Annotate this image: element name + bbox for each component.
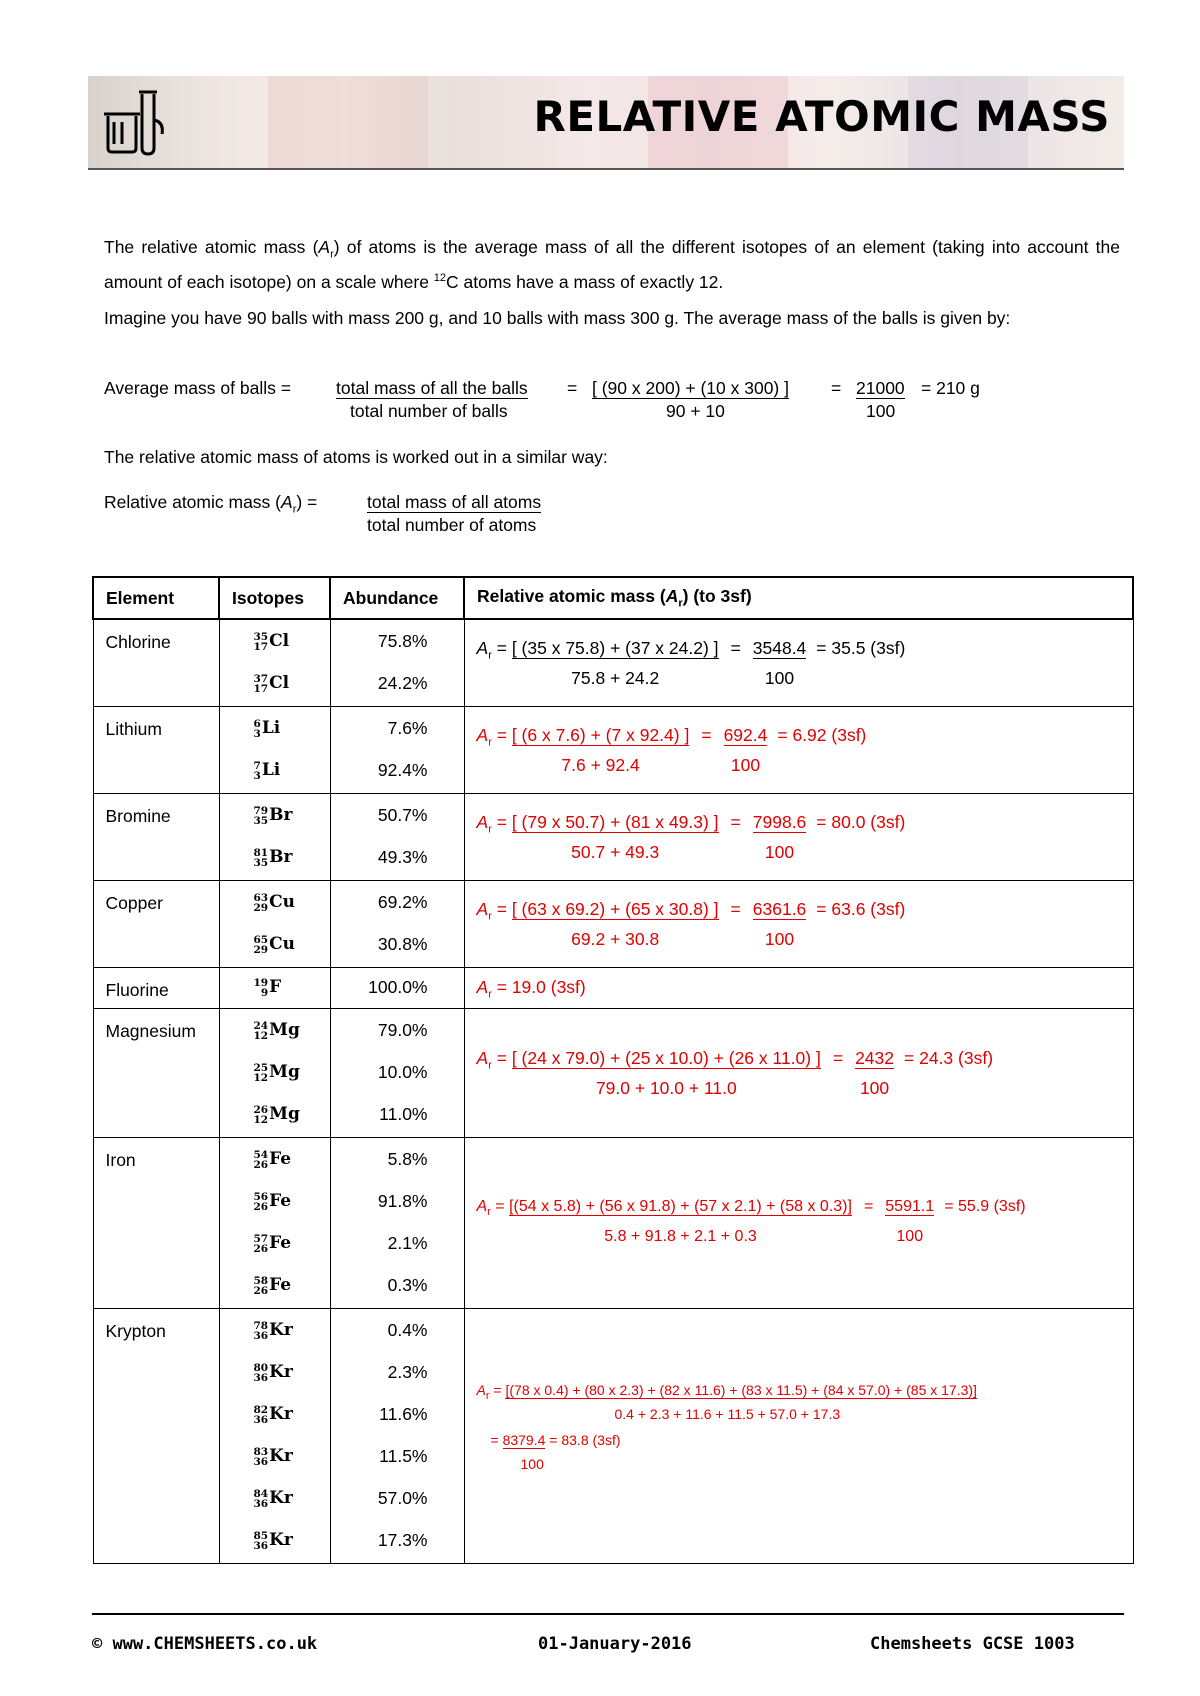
calc-total: 5591.1 — [885, 1198, 935, 1215]
atomic-number: 36 — [253, 1455, 269, 1468]
calc-result: = 35.5 (3sf) — [816, 638, 906, 658]
mass-number: 78 — [253, 1319, 269, 1332]
calc-result: = 80.0 (3sf) — [816, 812, 906, 832]
ar-subscript: r — [488, 736, 492, 749]
element-symbol: Li — [261, 718, 281, 738]
abundance-value: 79.0% — [377, 1020, 428, 1040]
table-row — [93, 1138, 1133, 1309]
atomic-number: 36 — [253, 1371, 269, 1384]
mass-number: 83 — [253, 1445, 269, 1458]
footer-code: Chemsheets GCSE 1003 — [870, 1634, 1075, 1654]
calc-text: = — [496, 899, 512, 919]
isotope-symbol — [220, 794, 330, 836]
isotope-symbol — [220, 749, 330, 791]
header-isotopes: Isotopes — [219, 577, 330, 619]
footer-divider — [92, 1613, 1124, 1615]
intro-paragraph: The relative atomic mass $(A_r)$ of atoms is the average mass of all the different isotopes of an element (taking into account the amount of each isotope) on a scale where $^{12}$C atoms have a mass of exactly 12. — [104, 237, 1120, 292]
atomic-number: 36 — [253, 1497, 269, 1510]
element-symbol: Mg — [269, 1104, 300, 1124]
mass-number: 24 — [253, 1019, 269, 1032]
calc-total: 6361.6 — [752, 899, 807, 919]
element-symbol: Kr — [269, 1404, 293, 1424]
calculation-cell — [464, 881, 1133, 968]
calc-denominator: 79.0 + 10.0 + 11.0 — [595, 1078, 737, 1098]
mass-number: 37 — [253, 672, 269, 685]
element-symbol: Kr — [269, 1362, 293, 1382]
abundance-value: 50.7% — [377, 805, 428, 825]
isotope-symbol — [220, 1051, 330, 1093]
element-name: Bromine — [93, 794, 219, 881]
similar-way-paragraph: The relative atomic mass of atoms is worked out in a similar way: — [104, 447, 608, 467]
ar-subscript: r — [488, 649, 492, 662]
calc-text: = — [496, 638, 512, 658]
abundance-cell — [330, 1138, 464, 1309]
calc-text: = — [701, 725, 712, 745]
table-row — [93, 968, 1133, 1009]
calc-numerator: [ (35 x 75.8) + (37 x 24.2) ] — [511, 638, 719, 658]
isotopes-cell — [219, 881, 330, 968]
header-banner — [88, 76, 1124, 170]
isotope-symbol — [220, 1519, 330, 1561]
abundance-cell — [330, 707, 464, 794]
atomic-number: 9 — [260, 986, 269, 999]
ar-subscript: r — [485, 1389, 490, 1402]
calculation-cell — [464, 968, 1133, 1009]
mass-number: 25 — [253, 1061, 269, 1074]
isotope-symbol — [220, 1264, 330, 1306]
element-symbol: Kr — [269, 1320, 293, 1340]
table-row — [93, 619, 1133, 707]
table-row — [93, 1309, 1133, 1564]
atomic-number: 26 — [253, 1200, 269, 1213]
atomic-number: 17 — [253, 682, 269, 695]
calc-total: 2432 — [855, 1048, 895, 1068]
ar-symbol: A — [476, 1382, 486, 1398]
abundance-cell — [330, 881, 464, 968]
isotopes-cell — [219, 619, 330, 707]
mass-number: 35 — [253, 630, 269, 643]
header-abundance: Abundance — [330, 577, 464, 619]
calc-numerator: [ (6 x 7.6) + (7 x 92.4) ] — [511, 725, 690, 745]
table-row — [93, 794, 1133, 881]
ar-symbol: A — [476, 812, 489, 832]
isotope-symbol — [220, 836, 330, 878]
element-symbol: Kr — [269, 1488, 293, 1508]
mass-number: 57 — [253, 1232, 269, 1245]
mass-number: 19 — [253, 976, 269, 989]
abundance-value: 11.5% — [379, 1446, 428, 1466]
atomic-number: 35 — [253, 814, 269, 827]
calc-denominator: 100 — [896, 1228, 924, 1245]
element-name: Iron — [93, 1138, 219, 1309]
calc-total: 7998.6 — [752, 812, 807, 832]
isotope-symbol — [220, 1093, 330, 1135]
abundance-value: 91.8% — [377, 1191, 428, 1211]
table-row — [93, 707, 1133, 794]
abundance-value: 57.0% — [377, 1488, 428, 1508]
calc-result: = 63.6 (3sf) — [816, 899, 906, 919]
ar-symbol: A — [476, 1048, 489, 1068]
atomic-number: 29 — [253, 901, 269, 914]
isotope-symbol — [220, 1009, 330, 1051]
header-element: Element — [93, 577, 219, 619]
atomic-number: 36 — [253, 1329, 269, 1342]
element-symbol: Fe — [269, 1191, 292, 1211]
calc-text: = — [832, 1048, 844, 1068]
isotope-symbol — [220, 968, 330, 1006]
element-symbol: Cu — [269, 892, 296, 912]
element-symbol: Cl — [269, 673, 290, 693]
calc-numerator: [(78 x 0.4) + (80 x 2.3) + (82 x 11.6) + (83 x 11.5) + (84 x 57.0) + (85 x 17.3)] — [505, 1382, 977, 1398]
calc-denominator: 100 — [520, 1456, 544, 1472]
atomic-number: 29 — [253, 943, 269, 956]
abundance-value: 0.4% — [387, 1320, 428, 1340]
abundance-value: 2.3% — [387, 1362, 428, 1382]
mass-number: 82 — [253, 1403, 269, 1416]
calc-denominator: 7.6 + 92.4 — [561, 755, 640, 775]
isotope-symbol — [220, 620, 330, 662]
abundance-cell — [330, 1009, 464, 1138]
ar-symbol: A — [476, 638, 489, 658]
element-symbol: Kr — [269, 1446, 293, 1466]
element-symbol: Fe — [269, 1233, 292, 1253]
atomic-number: 17 — [253, 640, 269, 653]
calc-text: = — [496, 1048, 512, 1068]
atomic-number: 12 — [253, 1113, 269, 1126]
ar-subscript: r — [488, 823, 492, 836]
element-symbol: Mg — [269, 1020, 300, 1040]
calc-total: 3548.4 — [752, 638, 807, 658]
atomic-number: 36 — [253, 1413, 269, 1426]
isotopes-cell — [219, 794, 330, 881]
isotopes-cell — [219, 1309, 330, 1564]
abundance-value: 11.6% — [379, 1404, 428, 1424]
ar-subscript: r — [488, 988, 492, 1001]
calc-text: = — [496, 725, 512, 745]
abundance-value: 49.3% — [377, 847, 428, 867]
atomic-number: 36 — [253, 1539, 269, 1552]
abundance-value: 11.0% — [379, 1104, 428, 1124]
isotope-symbol — [220, 881, 330, 923]
calc-text: = — [730, 638, 741, 658]
atomic-number: 3 — [253, 727, 261, 740]
mass-number: 79 — [253, 804, 269, 817]
calc-numerator: [ (79 x 50.7) + (81 x 49.3) ] — [511, 812, 719, 832]
calc-numerator: [ (24 x 79.0) + (25 x 10.0) + (26 x 11.0) ] — [511, 1048, 821, 1068]
ar-symbol: A — [476, 725, 489, 745]
calc-text: = — [730, 812, 741, 832]
mass-number: 54 — [253, 1148, 269, 1161]
ar-symbol: A — [476, 977, 489, 997]
isotope-symbol — [220, 1138, 330, 1180]
ar-symbol: A — [476, 1198, 488, 1215]
calc-result: = 83.8 (3sf) — [549, 1432, 621, 1448]
element-symbol: Cl — [269, 631, 290, 651]
mass-number: 63 — [253, 891, 269, 904]
abundance-value: 2.1% — [387, 1233, 428, 1253]
atomic-number: 26 — [253, 1284, 269, 1297]
calc-result: = 55.9 (3sf) — [944, 1198, 1026, 1215]
element-symbol: Kr — [269, 1530, 293, 1550]
isotopes-cell — [219, 707, 330, 794]
calc-numerator: [(54 x 5.8) + (56 x 91.8) + (57 x 2.1) + (58 x 0.3)] — [509, 1198, 852, 1215]
calculation-cell — [464, 1309, 1133, 1564]
calc-total: 8379.4 — [502, 1432, 546, 1448]
isotope-symbol — [220, 1477, 330, 1519]
element-name: Krypton — [93, 1309, 219, 1564]
abundance-value: 100.0% — [368, 977, 428, 997]
mass-number: 65 — [253, 933, 269, 946]
abundance-value: 17.3% — [377, 1530, 428, 1550]
table-row — [93, 881, 1133, 968]
footer-website: © www.CHEMSHEETS.co.uk — [92, 1634, 318, 1654]
abundance-cell — [330, 619, 464, 707]
atomic-number: 26 — [253, 1242, 269, 1255]
calc-result: = 24.3 (3sf) — [904, 1048, 994, 1068]
calc-denominator: 100 — [764, 842, 795, 862]
abundance-value: 7.6% — [387, 718, 428, 738]
element-name: Fluorine — [93, 968, 219, 1009]
header-ram: Relative atomic mass $(A_r)$ (to 3sf) — [464, 577, 1133, 619]
atomic-number: 12 — [253, 1029, 269, 1042]
abundance-value: 24.2% — [377, 673, 428, 693]
calc-denominator: 100 — [764, 668, 795, 688]
element-symbol: Li — [261, 760, 281, 780]
calculation-cell — [464, 619, 1133, 707]
calc-text: = — [493, 1382, 506, 1398]
abundance-value: 75.8% — [377, 631, 428, 651]
element-symbol: Cu — [269, 934, 296, 954]
calc-denominator: 5.8 + 91.8 + 2.1 + 0.3 — [604, 1228, 757, 1245]
atomic-number: 26 — [253, 1158, 269, 1171]
isotope-symbol — [220, 923, 330, 965]
calc-denominator: 69.2 + 30.8 — [571, 929, 660, 949]
footer-date: 01-January-2016 — [538, 1634, 692, 1654]
calc-denominator: 100 — [730, 755, 761, 775]
isotope-symbol — [220, 1393, 330, 1435]
abundance-cell — [330, 794, 464, 881]
atomic-number: 3 — [253, 769, 261, 782]
mass-number: 84 — [253, 1487, 269, 1500]
calc-text: = — [863, 1198, 874, 1215]
calculation-cell — [464, 1009, 1133, 1138]
isotope-symbol — [220, 1309, 330, 1351]
abundance-value: 69.2% — [377, 892, 428, 912]
element-symbol: Br — [269, 847, 293, 867]
abundance-value: 10.0% — [377, 1062, 428, 1082]
abundance-value: 0.3% — [387, 1275, 428, 1295]
calc-text: = — [490, 1432, 499, 1448]
calculation-cell — [464, 1138, 1133, 1309]
isotope-symbol — [220, 1180, 330, 1222]
element-name: Lithium — [93, 707, 219, 794]
mass-number: 80 — [253, 1361, 269, 1374]
calc-denominator: 100 — [859, 1078, 890, 1098]
ar-subscript: r — [487, 1206, 491, 1219]
isotope-symbol — [220, 707, 330, 749]
abundance-cell — [330, 1309, 464, 1564]
element-symbol: Br — [269, 805, 293, 825]
mass-number: 58 — [253, 1274, 269, 1287]
mass-number: 26 — [253, 1103, 269, 1116]
element-name: Copper — [93, 881, 219, 968]
calculation-cell — [464, 707, 1133, 794]
atomic-number: 35 — [253, 856, 269, 869]
calc-total: 692.4 — [723, 725, 768, 745]
beaker-icon — [102, 86, 170, 158]
calc-denominator: 0.4 + 2.3 + 11.6 + 11.5 + 57.0 + 17.3 — [614, 1406, 841, 1422]
element-name: Magnesium — [93, 1009, 219, 1138]
element-symbol: Fe — [269, 1149, 292, 1169]
mass-number: 7 — [253, 759, 261, 772]
ar-subscript: r — [488, 910, 492, 923]
mass-number: 56 — [253, 1190, 269, 1203]
atomic-number: 12 — [253, 1071, 269, 1084]
element-symbol: F — [269, 977, 282, 997]
abundance-value: 5.8% — [387, 1149, 428, 1169]
mass-number: 6 — [253, 717, 261, 730]
abundance-cell — [330, 968, 464, 1009]
page-title: RELATIVE ATOMIC MASS — [533, 92, 1110, 141]
isotopes-cell — [219, 968, 330, 1009]
isotopes-cell — [219, 1009, 330, 1138]
ar-symbol: A — [476, 899, 489, 919]
calc-denominator: 75.8 + 24.2 — [571, 668, 660, 688]
isotope-symbol — [220, 1222, 330, 1264]
abundance-value: 30.8% — [377, 934, 428, 954]
isotope-symbol — [220, 662, 330, 704]
calc-result: = 6.92 (3sf) — [777, 725, 867, 745]
calc-numerator: [ (63 x 69.2) + (65 x 30.8) ] — [511, 899, 719, 919]
calc-denominator: 100 — [764, 929, 795, 949]
element-symbol: Mg — [269, 1062, 300, 1082]
calc-text: = — [730, 899, 741, 919]
mass-number: 85 — [253, 1529, 269, 1542]
element-symbol: Fe — [269, 1275, 292, 1295]
calc-text: = — [496, 812, 512, 832]
isotope-symbol — [220, 1435, 330, 1477]
ar-subscript: r — [488, 1059, 492, 1072]
calc-denominator: 50.7 + 49.3 — [571, 842, 660, 862]
balls-paragraph: Imagine you have 90 balls with mass 200 g, and 10 balls with mass 300 g. The average mass of the balls is given by: — [104, 308, 1011, 328]
abundance-value: 92.4% — [377, 760, 428, 780]
isotope-table — [92, 576, 1134, 1564]
element-name: Chlorine — [93, 619, 219, 707]
table-row — [93, 1009, 1133, 1138]
isotope-symbol — [220, 1351, 330, 1393]
mass-number: 81 — [253, 846, 269, 859]
isotopes-cell — [219, 1138, 330, 1309]
calc-text: = 19.0 (3sf) — [496, 977, 586, 997]
calculation-cell — [464, 794, 1133, 881]
calc-text: = — [495, 1198, 510, 1215]
